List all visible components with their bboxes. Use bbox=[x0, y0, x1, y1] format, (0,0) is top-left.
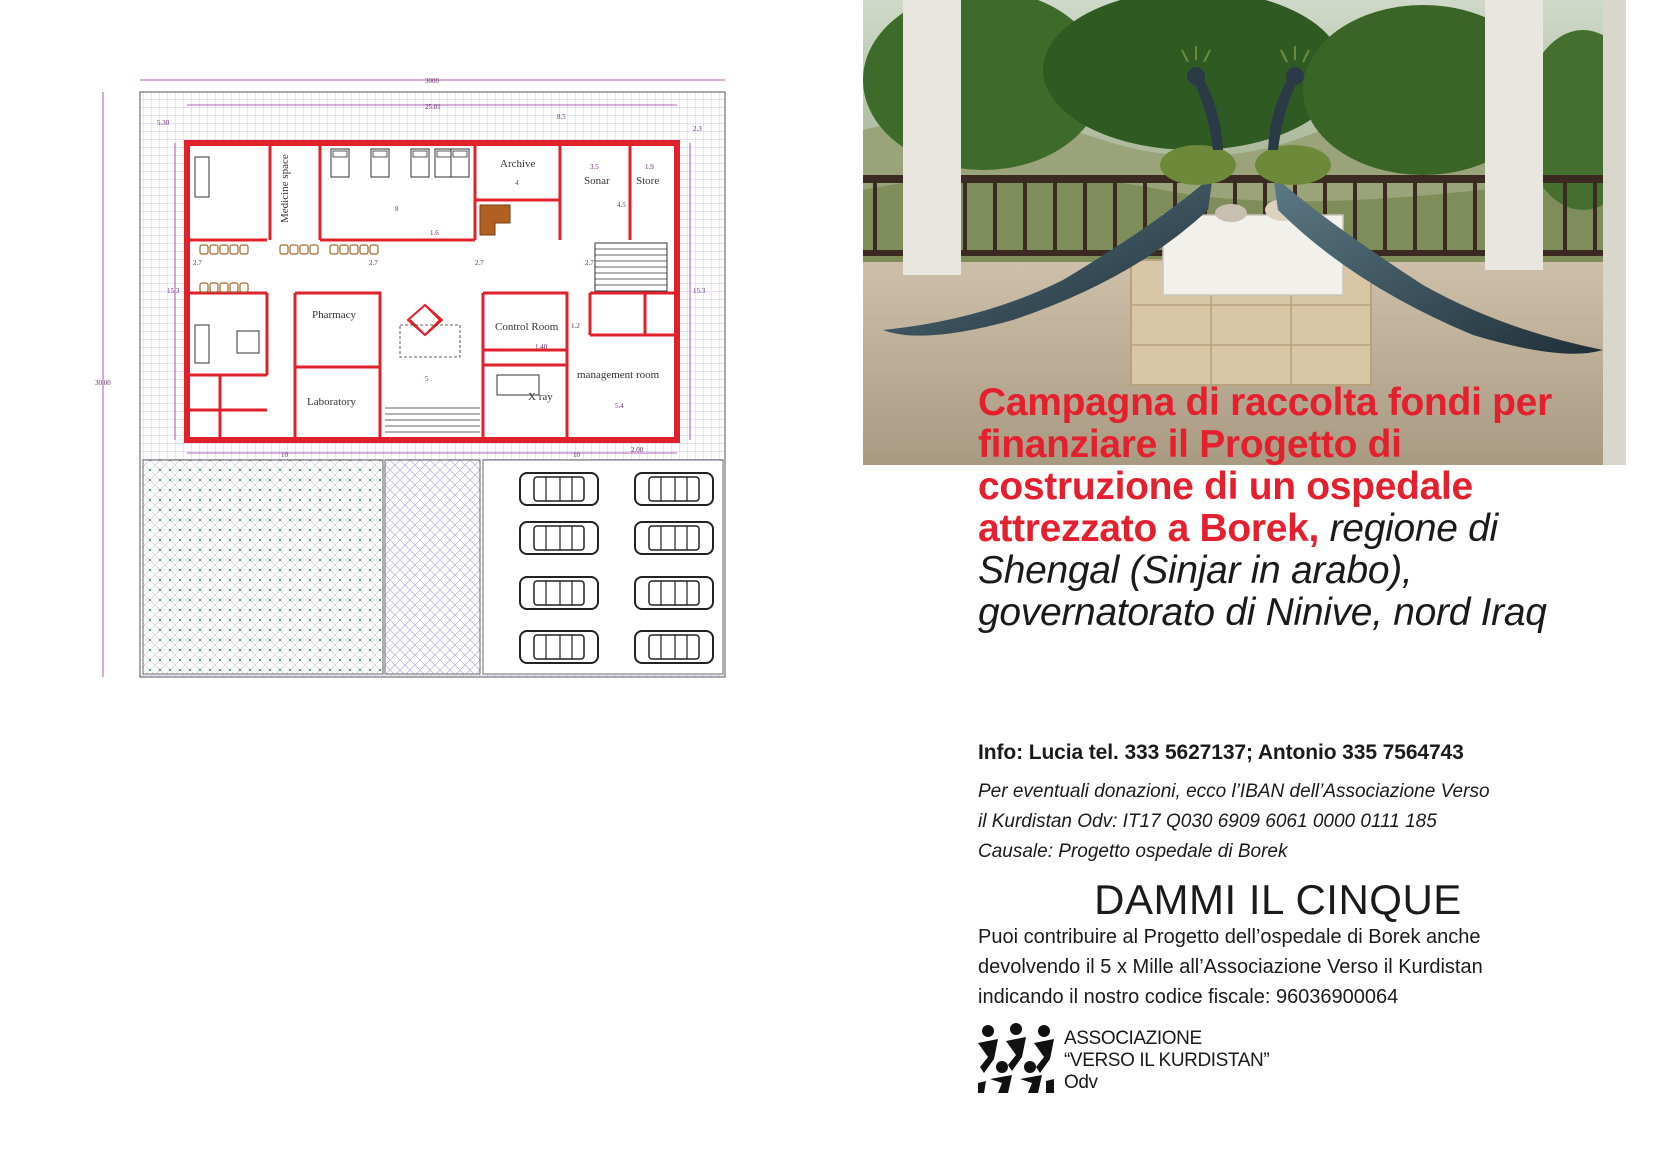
room-label-sonar: Sonar bbox=[584, 175, 610, 187]
dim-label: 8.5 bbox=[557, 113, 566, 121]
org-line: ASSOCIAZIONE bbox=[1064, 1028, 1202, 1049]
dim-label: 3000 bbox=[425, 77, 439, 85]
dim-label: 2.00 bbox=[631, 446, 644, 454]
room-label-control-room: Control Room bbox=[495, 321, 559, 333]
dim-label: 5.30 bbox=[157, 119, 170, 127]
dim-label: 25.01 bbox=[425, 103, 441, 111]
room-label-medicine-space: Medicine space bbox=[279, 154, 291, 223]
donation-iban-block bbox=[978, 777, 1578, 867]
headline-location: regione di Shengal (Sinjar in arabo), governatorato di Ninive, nord Iraq bbox=[978, 507, 1547, 634]
dim-label: 10 bbox=[281, 451, 288, 459]
room-label-xray: X ray bbox=[528, 391, 553, 403]
dim-label: 2.7 bbox=[193, 259, 202, 267]
dim-label: 15.3 bbox=[167, 287, 180, 295]
iban-line: Causale: Progetto ospedale di Borek bbox=[978, 841, 1288, 862]
association-name bbox=[1064, 1028, 1269, 1094]
iban-line: Per eventuali donazioni, ecco l’IBAN dell’Associazione Verso bbox=[978, 781, 1490, 802]
cinque-line: indicando il nostro codice fiscale: 96036900064 bbox=[978, 986, 1399, 1008]
headline-main: Campagna di raccolta fondi per finanziare il Progetto di costruzione di un ospedale attrezzato a Borek, bbox=[978, 381, 1552, 550]
room-label-pharmacy: Pharmacy bbox=[312, 309, 356, 321]
hospital-floor-plan bbox=[95, 75, 775, 725]
dim-label: 1.40 bbox=[535, 343, 548, 351]
org-line: Odv bbox=[1064, 1072, 1098, 1093]
dim-label: 1.2 bbox=[571, 322, 580, 330]
org-line: “VERSO IL KURDISTAN” bbox=[1064, 1050, 1270, 1071]
dim-label: 15.3 bbox=[693, 287, 706, 295]
room-label-laboratory: Laboratory bbox=[307, 396, 356, 408]
cinque-description bbox=[978, 922, 1578, 1012]
dim-label: 5 bbox=[425, 375, 429, 383]
association-logo-icon bbox=[976, 1023, 1056, 1095]
room-label-management-room: management room bbox=[577, 369, 660, 381]
room-label-archive: Archive bbox=[500, 158, 536, 170]
dim-label: 5.4 bbox=[615, 402, 624, 410]
contact-info: Info: Lucia tel. 333 5627137; Antonio 335 7564743 bbox=[978, 741, 1464, 764]
dim-label: 1.6 bbox=[430, 229, 439, 237]
campaign-headline bbox=[978, 382, 1598, 634]
dim-label: 30.00 bbox=[95, 379, 111, 387]
dim-label: 4 bbox=[515, 179, 519, 187]
room-label-store: Store bbox=[636, 175, 660, 187]
cinque-line: devolvendo il 5 x Mille all’Associazione Verso il Kurdistan bbox=[978, 956, 1483, 978]
dim-label: 10 bbox=[573, 451, 580, 459]
dim-label: 2.7 bbox=[585, 259, 594, 267]
cinque-line: Puoi contribuire al Progetto dell’ospedale di Borek anche bbox=[978, 926, 1481, 948]
dim-label: 1.9 bbox=[645, 163, 654, 171]
dim-label: 8 bbox=[395, 205, 399, 213]
dim-label: 2.7 bbox=[475, 259, 484, 267]
iban-line: il Kurdistan Odv: IT17 Q030 6909 6061 0000 0111 185 bbox=[978, 811, 1437, 832]
dim-label: 2.3 bbox=[693, 125, 702, 133]
dim-label: 3.5 bbox=[590, 163, 599, 171]
cinque-title: DAMMI IL CINQUE bbox=[1094, 876, 1462, 923]
dim-label: 2.7 bbox=[369, 259, 378, 267]
dim-label: 4.5 bbox=[617, 201, 626, 209]
